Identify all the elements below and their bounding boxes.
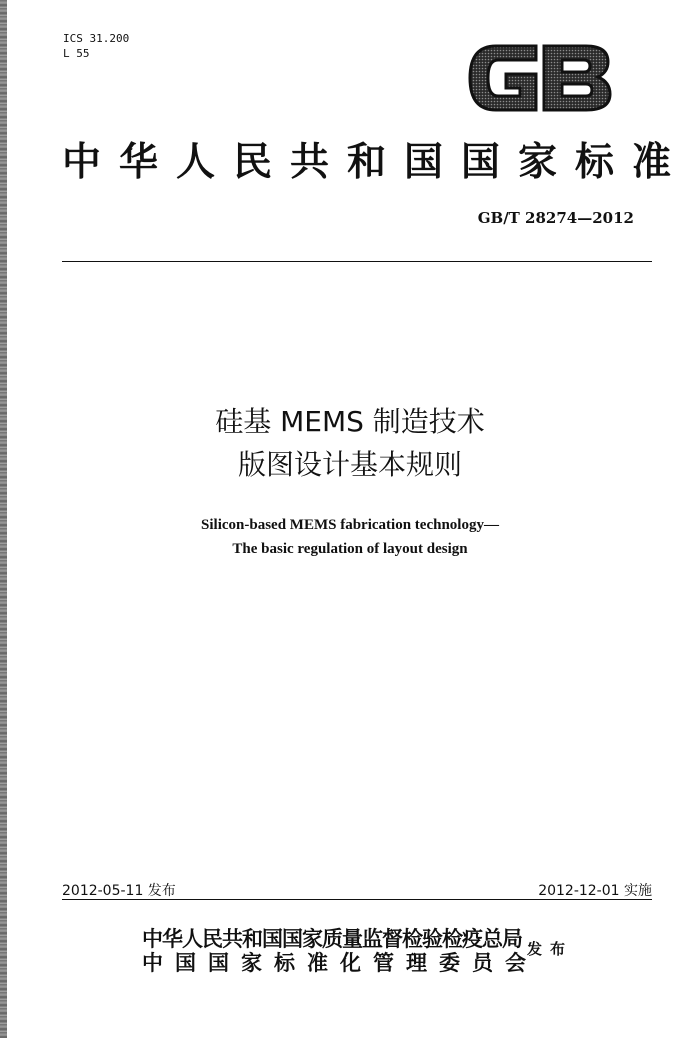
title-en-line1: Silicon-based MEMS fabrication technology— — [201, 517, 499, 533]
header-divider — [62, 261, 652, 262]
title-en-line2: The basic regulation of layout design — [232, 541, 468, 557]
publish-date: 2012-05-11 发布 — [62, 883, 176, 899]
ccs-code: L 55 — [63, 47, 90, 60]
ics-code: ICS 31.200 — [63, 32, 130, 45]
title-zh-line2: 版图设计基本规则 — [237, 448, 462, 481]
standard-code: GB/T 28274—2012 — [477, 209, 634, 227]
standard-title: 中华人民共和国国家标准 — [62, 139, 690, 185]
gb-logo — [466, 40, 614, 116]
implement-date: 2012-12-01 实施 — [538, 883, 652, 899]
title-zh-line1: 硅基 MEMS 制造技术 — [215, 405, 485, 438]
footer-divider — [62, 899, 652, 900]
issuer-line1: 中华人民共和国国家质量监督检验检疫总局 — [142, 926, 522, 951]
issuer-action: 发布 — [527, 940, 574, 958]
classification-codes — [63, 31, 129, 61]
issuer-line2: 中国国家标准化管理委员会 — [142, 950, 538, 975]
